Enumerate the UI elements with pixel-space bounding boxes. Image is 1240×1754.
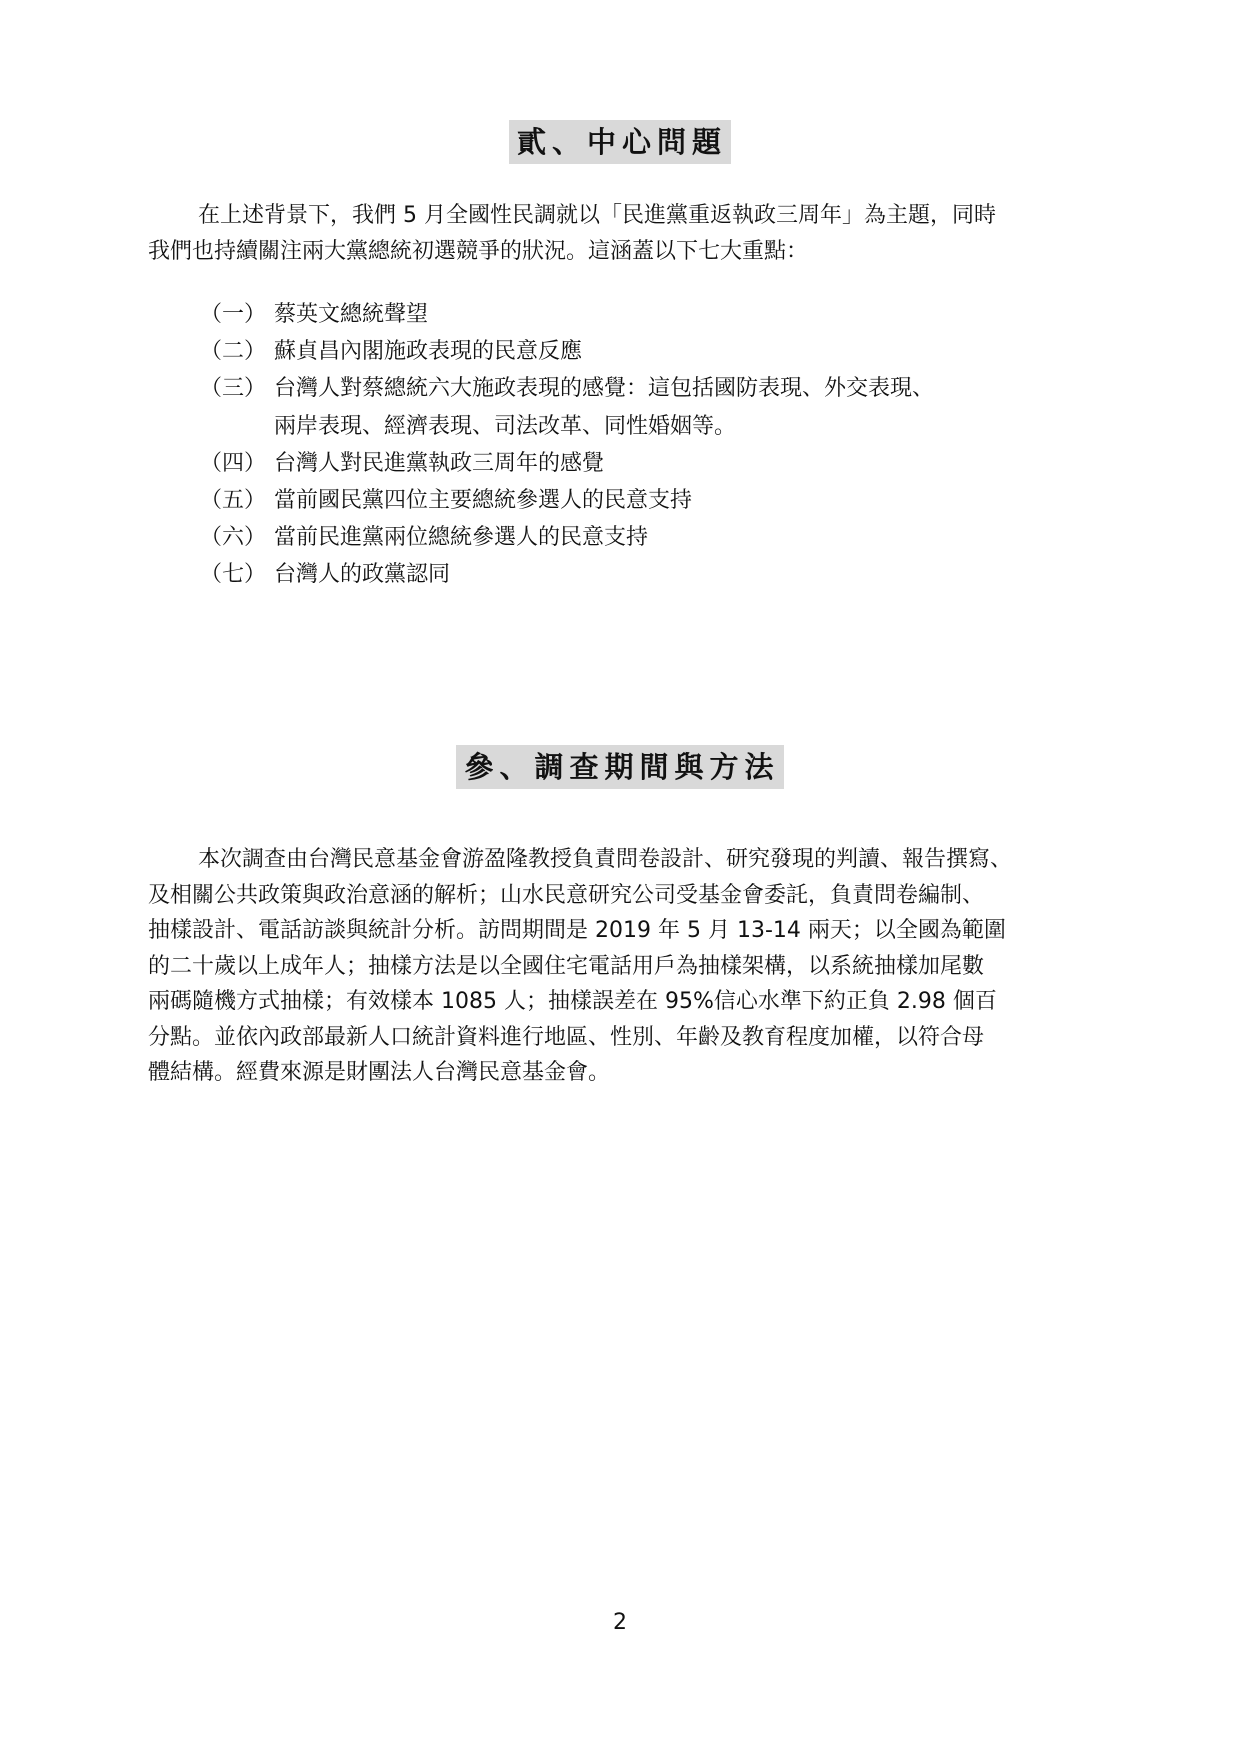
list-item bbox=[200, 296, 934, 333]
list-item-number: （六） bbox=[200, 525, 267, 551]
list-item-text: 台灣人對蔡總統六大施政表現的感覺：這包括國防表現、外交表現、 bbox=[274, 376, 935, 402]
list-item bbox=[200, 370, 934, 444]
body-line: 抽樣設計、電話訪談與統計分析。訪問期間是 2019 年 5 月 13-14 兩天；以全國為範圍 bbox=[148, 918, 1006, 943]
section-2-heading: 貳、中心問題 bbox=[509, 120, 731, 164]
list-item-text: 蔡英文總統聲望 bbox=[274, 302, 429, 327]
section-3-heading: 參、調查期間與方法 bbox=[456, 745, 783, 789]
list-item bbox=[200, 482, 934, 519]
list-item bbox=[200, 445, 934, 482]
page-number: 2 bbox=[613, 1610, 627, 1635]
body-line: 體結構。經費來源是財團法人台灣民意基金會。 bbox=[148, 1060, 611, 1085]
intro-line: 在上述背景下，我們 5 月全國性民調就以「民進黨重返執政三周年」為主題，同時 bbox=[198, 203, 996, 228]
list-item-text: 台灣人對民進黨執政三周年的感覺 bbox=[274, 450, 605, 476]
list-item bbox=[200, 519, 934, 556]
list-item-text: 台灣人的政黨認同 bbox=[274, 562, 451, 588]
list-item-number: （一） bbox=[200, 302, 267, 327]
body-line: 兩碼隨機方式抽樣；有效樣本 1085 人；抽樣誤差在 95%信心水準下約正負 2.98 個百 bbox=[148, 989, 997, 1014]
section-3-body bbox=[148, 842, 1098, 1091]
list-item-text: 當前民進黨兩位總統參選人的民意支持 bbox=[274, 525, 649, 551]
body-line: 的二十歲以上成年人；抽樣方法是以全國住宅電話用戶為抽樣架構，以系統抽樣加尾數 bbox=[148, 953, 985, 979]
list-item-number: （三） bbox=[200, 376, 267, 402]
body-line: 及相關公共政策與政治意涵的解析；山水民意研究公司受基金會委託，負責問卷編制、 bbox=[148, 882, 985, 908]
list-item-continuation: 兩岸表現、經濟表現、司法改革、同性婚姻等。 bbox=[274, 413, 737, 439]
list-item bbox=[200, 333, 934, 370]
section-2-intro bbox=[148, 198, 1098, 269]
body-line: 分點。並依內政部最新人口統計資料進行地區、性別、年齡及教育程度加權，以符合母 bbox=[148, 1024, 985, 1050]
list-item-text: 當前國民黨四位主要總統參選人的民意支持 bbox=[274, 488, 693, 514]
key-points-list bbox=[200, 296, 934, 594]
list-item-number: （七） bbox=[200, 562, 267, 588]
section-2-heading-wrap bbox=[0, 120, 1240, 164]
body-line: 本次調查由台灣民意基金會游盈隆教授負責問卷設計、研究發現的判讀、報告撰寫、 bbox=[198, 847, 1013, 872]
list-item-number: （四） bbox=[200, 450, 267, 476]
section-3-heading-wrap bbox=[0, 745, 1240, 789]
list-item-number: （五） bbox=[200, 488, 267, 514]
list-item bbox=[200, 556, 934, 593]
list-item-text: 蘇貞昌內閣施政表現的民意反應 bbox=[274, 339, 583, 365]
list-item-number: （二） bbox=[200, 339, 267, 365]
intro-line: 我們也持續關注兩大黨總統初選競爭的狀況。這涵蓋以下七大重點： bbox=[148, 238, 809, 264]
